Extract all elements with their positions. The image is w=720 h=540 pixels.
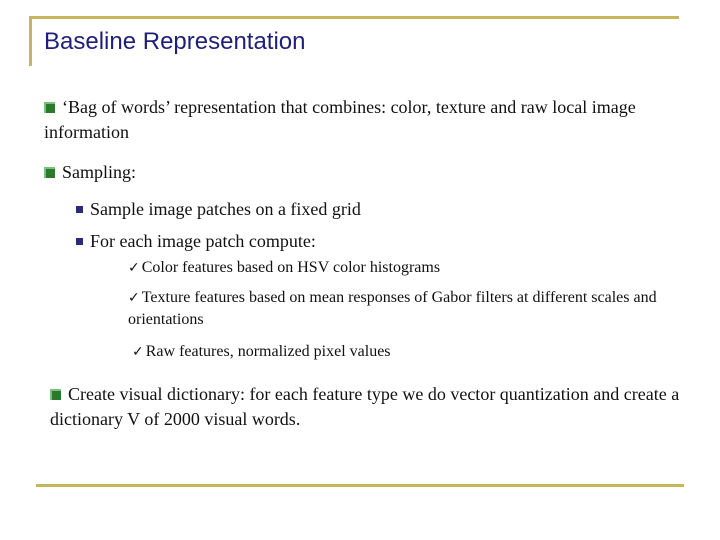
bottom-accent-line — [36, 484, 684, 487]
subsub-bullet-text: Raw features, normalized pixel values — [145, 343, 391, 360]
sub-bullet-text: For each image patch compute: — [90, 231, 316, 251]
checkmark-icon: ✓ — [132, 344, 144, 360]
q-square-bullet-icon — [50, 389, 61, 400]
bullet-sampling — [44, 160, 136, 185]
checkmark-icon: ✓ — [128, 260, 140, 276]
sub-bullet-sample-patches — [76, 197, 361, 222]
subsub-bullet-text: Color features based on HSV color histograms — [141, 259, 441, 276]
bullet-bag-of-words — [44, 95, 674, 145]
q-square-bullet-icon — [44, 102, 55, 113]
sub-bullet-text: Sample image patches on a fixed grid — [90, 199, 361, 219]
square-bullet-icon — [76, 238, 83, 245]
bullet-visual-dictionary — [50, 382, 690, 432]
subsub-bullet-raw — [132, 341, 391, 363]
sub-bullet-each-patch — [76, 229, 316, 254]
bullet-text: Create visual dictionary: for each feature type we do vector quantization and create a dictionary V of 2000 visual words. — [50, 384, 680, 429]
title-accent-vertical — [29, 16, 32, 66]
subsub-bullet-texture — [128, 287, 698, 331]
checkmark-icon: ✓ — [128, 290, 140, 306]
bullet-text: Sampling: — [62, 162, 137, 182]
title-accent-horizontal — [29, 16, 679, 19]
subsub-bullet-text: Texture features based on mean responses of Gabor filters at different scales and orientations — [128, 289, 657, 328]
bullet-text: ‘Bag of words’ representation that combines: color, texture and raw local image information — [44, 97, 636, 142]
square-bullet-icon — [76, 206, 83, 213]
slide-title: Baseline Representation — [44, 28, 306, 55]
q-square-bullet-icon — [44, 167, 55, 178]
subsub-bullet-color — [128, 257, 698, 279]
